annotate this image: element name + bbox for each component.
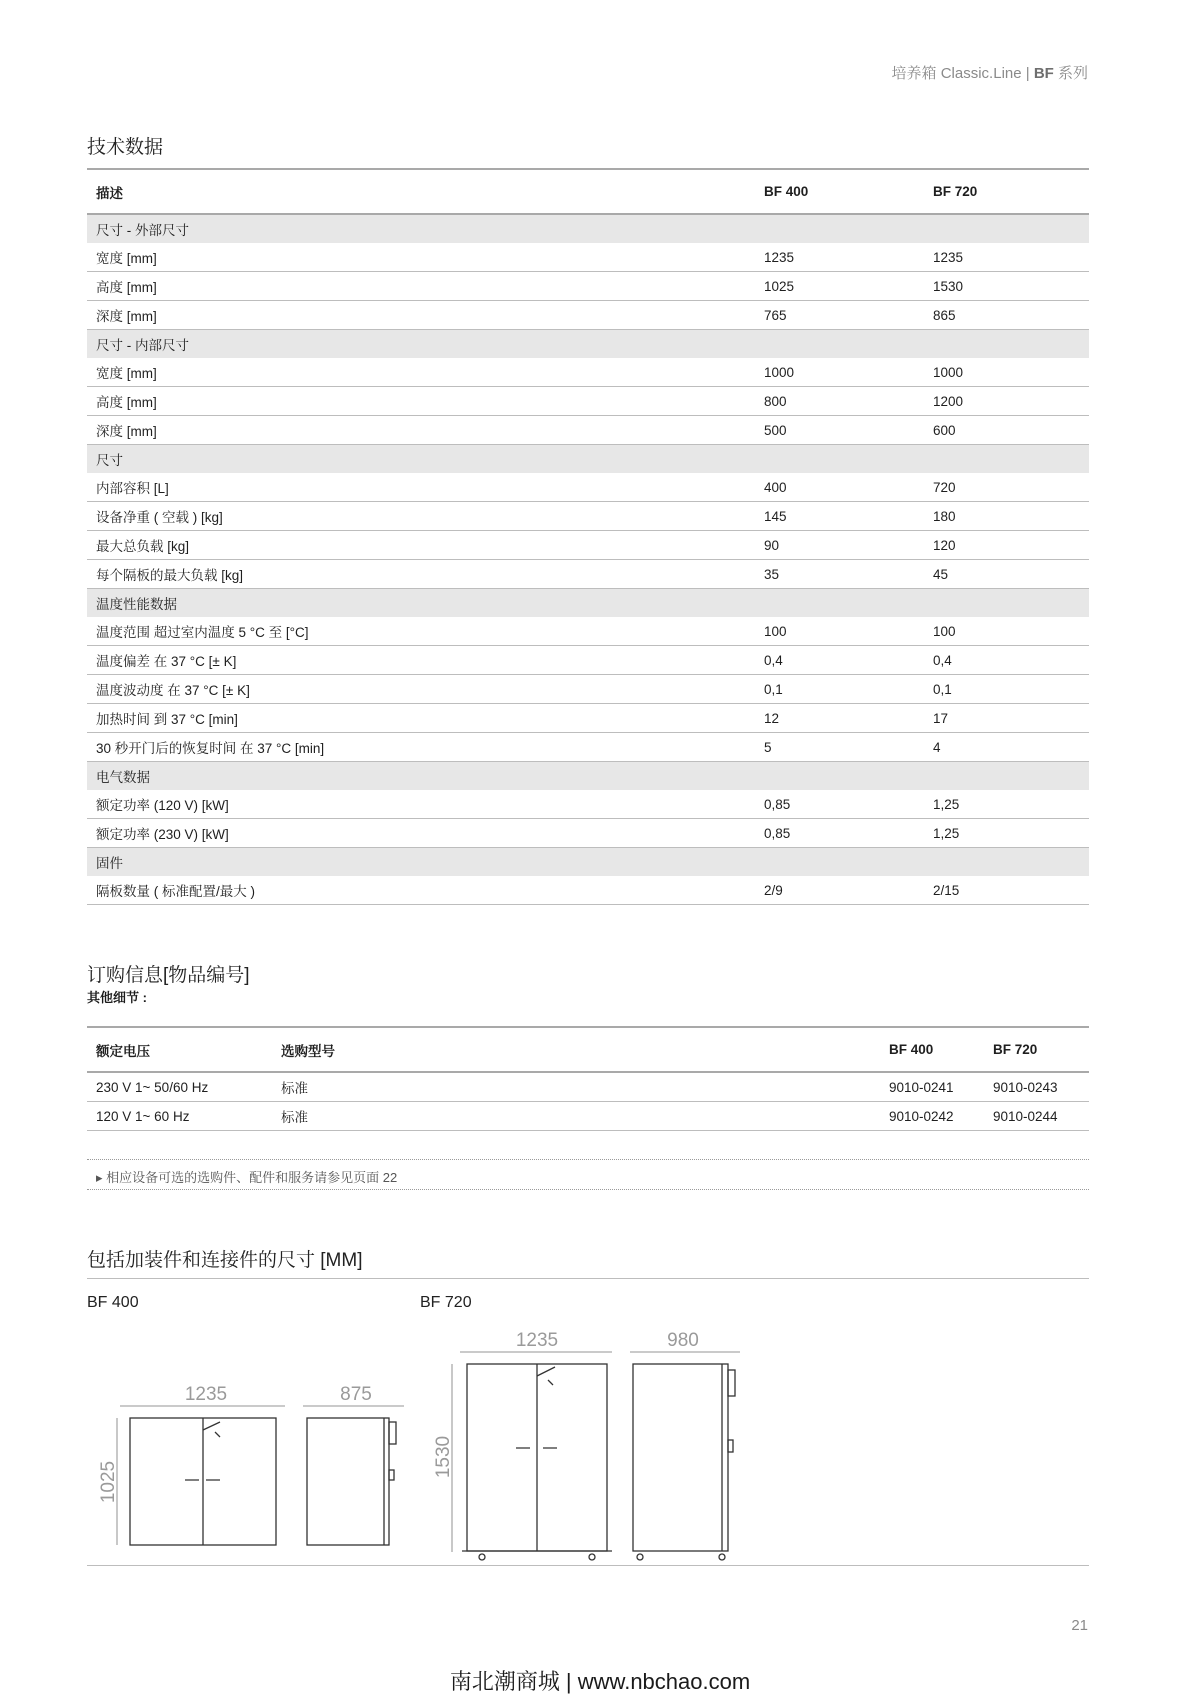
spec-value-bf400: 12 bbox=[755, 704, 924, 733]
order-subtitle: 其他细节 : bbox=[87, 990, 147, 1005]
order-table bbox=[87, 1026, 1089, 1131]
header-suffix: 系列 bbox=[1053, 65, 1088, 82]
spec-row bbox=[87, 272, 1089, 301]
col-bf400: BF 400 bbox=[755, 169, 924, 214]
spec-value-bf400: 1235 bbox=[755, 243, 924, 272]
spec-value-bf400: 500 bbox=[755, 416, 924, 445]
spec-row bbox=[87, 876, 1089, 905]
spec-label: 内部容积 [L] bbox=[87, 473, 755, 502]
spec-value-bf720: 2/15 bbox=[924, 876, 1089, 905]
spec-value-bf720: 1200 bbox=[924, 387, 1089, 416]
order-title: 订购信息[物品编号] bbox=[87, 965, 250, 986]
spec-row bbox=[87, 733, 1089, 762]
spec-row bbox=[87, 358, 1089, 387]
spec-value-bf400: 0,4 bbox=[755, 646, 924, 675]
col-order-bf720: BF 720 bbox=[984, 1027, 1089, 1072]
spec-value-bf400: 0,1 bbox=[755, 675, 924, 704]
spec-value-bf720: 1,25 bbox=[924, 819, 1089, 848]
spec-row bbox=[87, 704, 1089, 733]
spec-label: 高度 [mm] bbox=[87, 387, 755, 416]
bf720-depth-dim: 980 bbox=[667, 1330, 699, 1351]
group-row bbox=[87, 848, 1089, 877]
col-option: 选购型号 bbox=[272, 1027, 880, 1072]
group-row bbox=[87, 214, 1089, 243]
note-divider-top bbox=[87, 1159, 1089, 1160]
note-divider-bottom bbox=[87, 1189, 1089, 1190]
spec-row bbox=[87, 502, 1089, 531]
spec-label: 每个隔板的最大负载 [kg] bbox=[87, 560, 755, 589]
bf720-side-drawing bbox=[630, 1352, 740, 1560]
spec-value-bf720: 0,4 bbox=[924, 646, 1089, 675]
spec-value-bf720: 720 bbox=[924, 473, 1089, 502]
bf400-depth-dim: 875 bbox=[340, 1384, 372, 1405]
accessories-note: ▸ 相应设备可选的选购件、配件和服务请参见页面 22 bbox=[96, 1170, 398, 1185]
col-bf720: BF 720 bbox=[924, 169, 1089, 214]
spec-row bbox=[87, 819, 1089, 848]
spec-value-bf720: 120 bbox=[924, 531, 1089, 560]
spec-row bbox=[87, 531, 1089, 560]
spec-value-bf400: 0,85 bbox=[755, 819, 924, 848]
group-row bbox=[87, 589, 1089, 618]
spec-value-bf400: 35 bbox=[755, 560, 924, 589]
spec-label: 深度 [mm] bbox=[87, 416, 755, 445]
spec-value-bf720: 4 bbox=[924, 733, 1089, 762]
spec-label: 最大总负载 [kg] bbox=[87, 531, 755, 560]
col-voltage: 额定电压 bbox=[87, 1027, 272, 1072]
spec-value-bf400: 800 bbox=[755, 387, 924, 416]
header-series: BF bbox=[1033, 65, 1054, 82]
order-bf720: 9010-0243 bbox=[984, 1072, 1089, 1102]
spec-value-bf720: 1000 bbox=[924, 358, 1089, 387]
spec-label: 高度 [mm] bbox=[87, 272, 755, 301]
spec-value-bf400: 2/9 bbox=[755, 876, 924, 905]
spec-value-bf720: 1,25 bbox=[924, 790, 1089, 819]
site-footer: 南北潮商城 | www.nbchao.com bbox=[449, 1669, 751, 1694]
order-voltage: 120 V 1~ 60 Hz bbox=[87, 1102, 272, 1131]
spec-row bbox=[87, 473, 1089, 502]
group-label: 温度性能数据 bbox=[87, 589, 1089, 618]
tech-data-title: 技术数据 bbox=[87, 137, 164, 158]
group-row bbox=[87, 330, 1089, 359]
group-label: 尺寸 bbox=[87, 445, 1089, 474]
order-option: 标准 bbox=[272, 1102, 880, 1131]
spec-value-bf400: 765 bbox=[755, 301, 924, 330]
order-row bbox=[87, 1072, 1089, 1102]
spec-value-bf720: 180 bbox=[924, 502, 1089, 531]
spec-label: 温度偏差 在 37 °C [± K] bbox=[87, 646, 755, 675]
group-label: 电气数据 bbox=[87, 762, 1089, 791]
bf400-height-dim: 1025 bbox=[98, 1460, 119, 1504]
tech-data-body bbox=[87, 169, 1089, 905]
spec-value-bf400: 100 bbox=[755, 617, 924, 646]
spec-value-bf400: 5 bbox=[755, 733, 924, 762]
spec-value-bf400: 1000 bbox=[755, 358, 924, 387]
order-bf400: 9010-0242 bbox=[880, 1102, 984, 1131]
bf720-width-dim: 1235 bbox=[515, 1330, 559, 1351]
spec-value-bf720: 45 bbox=[924, 560, 1089, 589]
dimensions-divider bbox=[87, 1278, 1089, 1279]
group-label: 尺寸 - 内部尺寸 bbox=[87, 330, 1089, 359]
bf720-front-drawing bbox=[452, 1352, 612, 1560]
group-row bbox=[87, 445, 1089, 474]
order-bf720: 9010-0244 bbox=[984, 1102, 1089, 1131]
order-bf400: 9010-0241 bbox=[880, 1072, 984, 1102]
order-option: 标准 bbox=[272, 1072, 880, 1102]
group-label: 尺寸 - 外部尺寸 bbox=[87, 214, 1089, 243]
group-label: 固件 bbox=[87, 848, 1089, 877]
dimension-drawings bbox=[0, 1320, 1200, 1570]
spec-row bbox=[87, 646, 1089, 675]
spec-label: 深度 [mm] bbox=[87, 301, 755, 330]
tech-data-table bbox=[87, 168, 1089, 905]
spec-value-bf400: 0,85 bbox=[755, 790, 924, 819]
spec-row bbox=[87, 387, 1089, 416]
spec-value-bf720: 0,1 bbox=[924, 675, 1089, 704]
group-row bbox=[87, 762, 1089, 791]
tech-header-row bbox=[87, 169, 1089, 214]
spec-value-bf720: 865 bbox=[924, 301, 1089, 330]
spec-label: 温度波动度 在 37 °C [± K] bbox=[87, 675, 755, 704]
bf400-front-drawing bbox=[117, 1406, 285, 1545]
spec-label: 温度范围 超过室内温度 5 °C 至 [°C] bbox=[87, 617, 755, 646]
bf400-side-drawing bbox=[303, 1406, 404, 1545]
order-header-row bbox=[87, 1027, 1089, 1072]
bf720-height-dim: 1530 bbox=[433, 1435, 454, 1479]
spec-value-bf720: 600 bbox=[924, 416, 1089, 445]
order-body bbox=[87, 1027, 1089, 1131]
spec-label: 额定功率 (230 V) [kW] bbox=[87, 819, 755, 848]
col-description: 描述 bbox=[87, 169, 755, 214]
spec-value-bf720: 1530 bbox=[924, 272, 1089, 301]
spec-label: 额定功率 (120 V) [kW] bbox=[87, 790, 755, 819]
dimensions-title: 包括加装件和连接件的尺寸 [MM] bbox=[87, 1250, 363, 1271]
bf400-label: BF 400 bbox=[87, 1294, 139, 1311]
spec-value-bf400: 1025 bbox=[755, 272, 924, 301]
page-number: 21 bbox=[1071, 1617, 1088, 1634]
bf400-width-dim: 1235 bbox=[184, 1384, 228, 1405]
spec-label: 隔板数量 ( 标准配置/最大 ) bbox=[87, 876, 755, 905]
spec-row bbox=[87, 617, 1089, 646]
bf720-label: BF 720 bbox=[420, 1294, 472, 1311]
spec-value-bf400: 145 bbox=[755, 502, 924, 531]
spec-row bbox=[87, 675, 1089, 704]
spec-value-bf720: 1235 bbox=[924, 243, 1089, 272]
spec-row bbox=[87, 416, 1089, 445]
spec-row bbox=[87, 560, 1089, 589]
spec-value-bf720: 17 bbox=[924, 704, 1089, 733]
spec-label: 30 秒开门后的恢复时间 在 37 °C [min] bbox=[87, 733, 755, 762]
spec-row bbox=[87, 243, 1089, 272]
spec-value-bf400: 400 bbox=[755, 473, 924, 502]
spec-label: 加热时间 到 37 °C [min] bbox=[87, 704, 755, 733]
order-voltage: 230 V 1~ 50/60 Hz bbox=[87, 1072, 272, 1102]
spec-row bbox=[87, 301, 1089, 330]
spec-value-bf400: 90 bbox=[755, 531, 924, 560]
header-prefix: 培养箱 Classic.Line | bbox=[891, 65, 1034, 82]
spec-label: 宽度 [mm] bbox=[87, 358, 755, 387]
spec-row bbox=[87, 790, 1089, 819]
order-row bbox=[87, 1102, 1089, 1131]
spec-label: 宽度 [mm] bbox=[87, 243, 755, 272]
col-order-bf400: BF 400 bbox=[880, 1027, 984, 1072]
spec-value-bf720: 100 bbox=[924, 617, 1089, 646]
bottom-divider bbox=[87, 1565, 1089, 1566]
document-header bbox=[892, 62, 1088, 83]
spec-label: 设备净重 ( 空载 ) [kg] bbox=[87, 502, 755, 531]
